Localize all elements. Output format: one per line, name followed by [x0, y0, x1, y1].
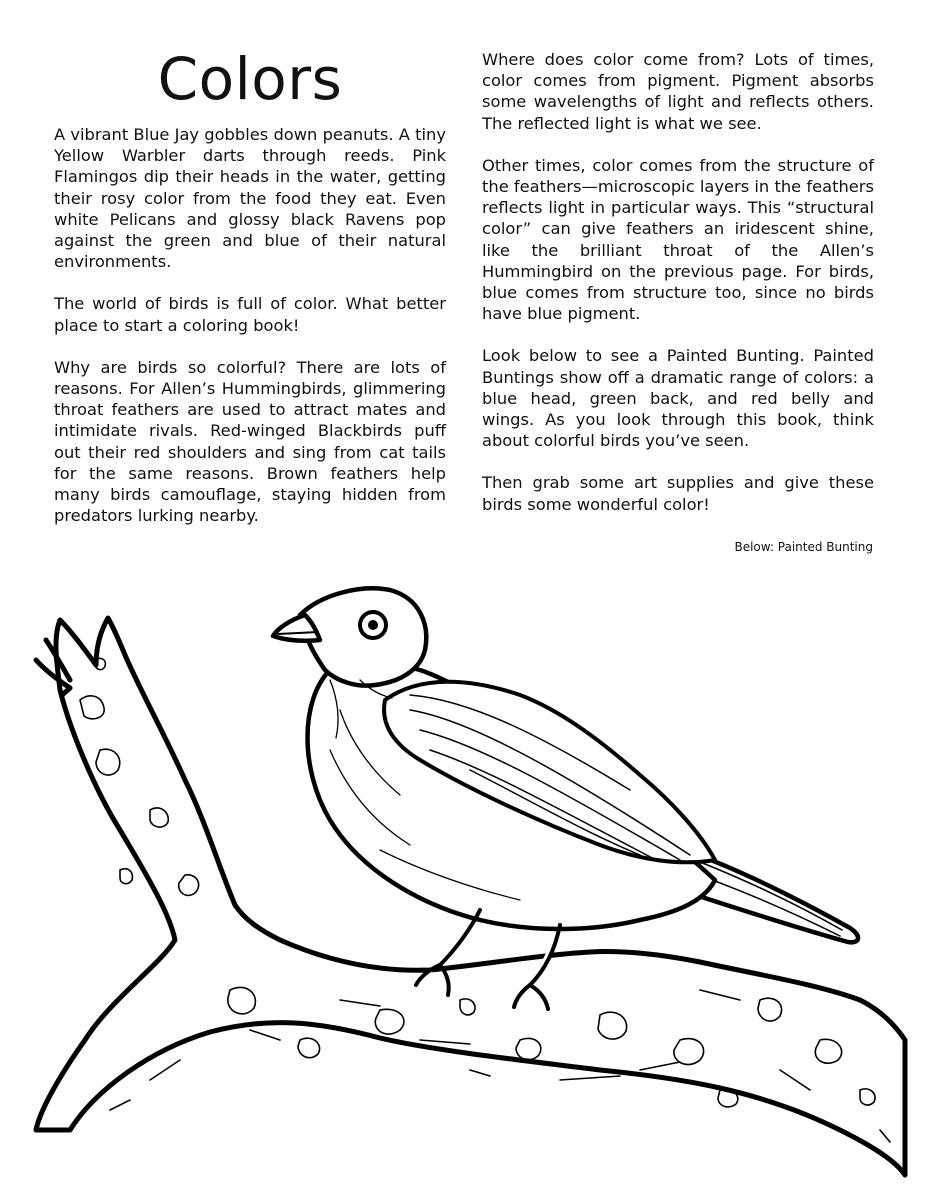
art-supplies-paragraph: Then grab some art supplies and give these birds some wonderful color! — [482, 473, 874, 514]
why-colorful-paragraph: Why are birds so colorful? There are lots of reasons. For Allen’s Hummingbirds, glimmering throat feathers are used to attract mates and intimidate rivals. Red-winged Blackbirds puff out their red shoulders and sing from cat tails for the same reasons. Brown feathers help many birds camouflage, staying hidden from predators lurking nearby. — [54, 357, 446, 526]
coloring-book-paragraph: The world of birds is full of color. What better place to start a coloring book! — [54, 294, 446, 335]
structural-color-paragraph: Other times, color comes from the structure of the feathers—microscopic layers in the feathers reflects light in particular ways. This “structural color” can give feathers an iridescent shine, like the brilliant throat of the Allen’s Hummingbird on the previous page. For birds, blue comes from structure too, since no birds have blue pigment. — [482, 155, 874, 324]
left-column — [54, 124, 446, 547]
bird — [273, 588, 858, 1009]
illustration-caption: Below: Painted Bunting — [734, 540, 873, 554]
page-title: Colors — [157, 45, 343, 113]
right-column — [482, 49, 874, 536]
pigment-paragraph: Where does color come from? Lots of times, color comes from pigment. Pigment absorbs some wavelengths of light and reflects others. The reflected light is what we see. — [482, 50, 874, 133]
painted-bunting-illustration — [0, 570, 928, 1200]
intro-paragraph: A vibrant Blue Jay gobbles down peanuts. A tiny Yellow Warbler darts through reeds. Pink Flamingos dip their heads in the water, getting their rosy color from the food they eat. Even white Pelicans and glossy black Ravens pop against the green and blue of their natural environments. — [54, 125, 446, 272]
bird-tail — [680, 852, 858, 942]
painted-bunting-paragraph: Look below to see a Painted Bunting. Painted Buntings show off a dramatic range of colors: a blue head, green back, and red belly and wings. As you look through this book, think about colorful birds you’ve seen. — [482, 346, 874, 451]
